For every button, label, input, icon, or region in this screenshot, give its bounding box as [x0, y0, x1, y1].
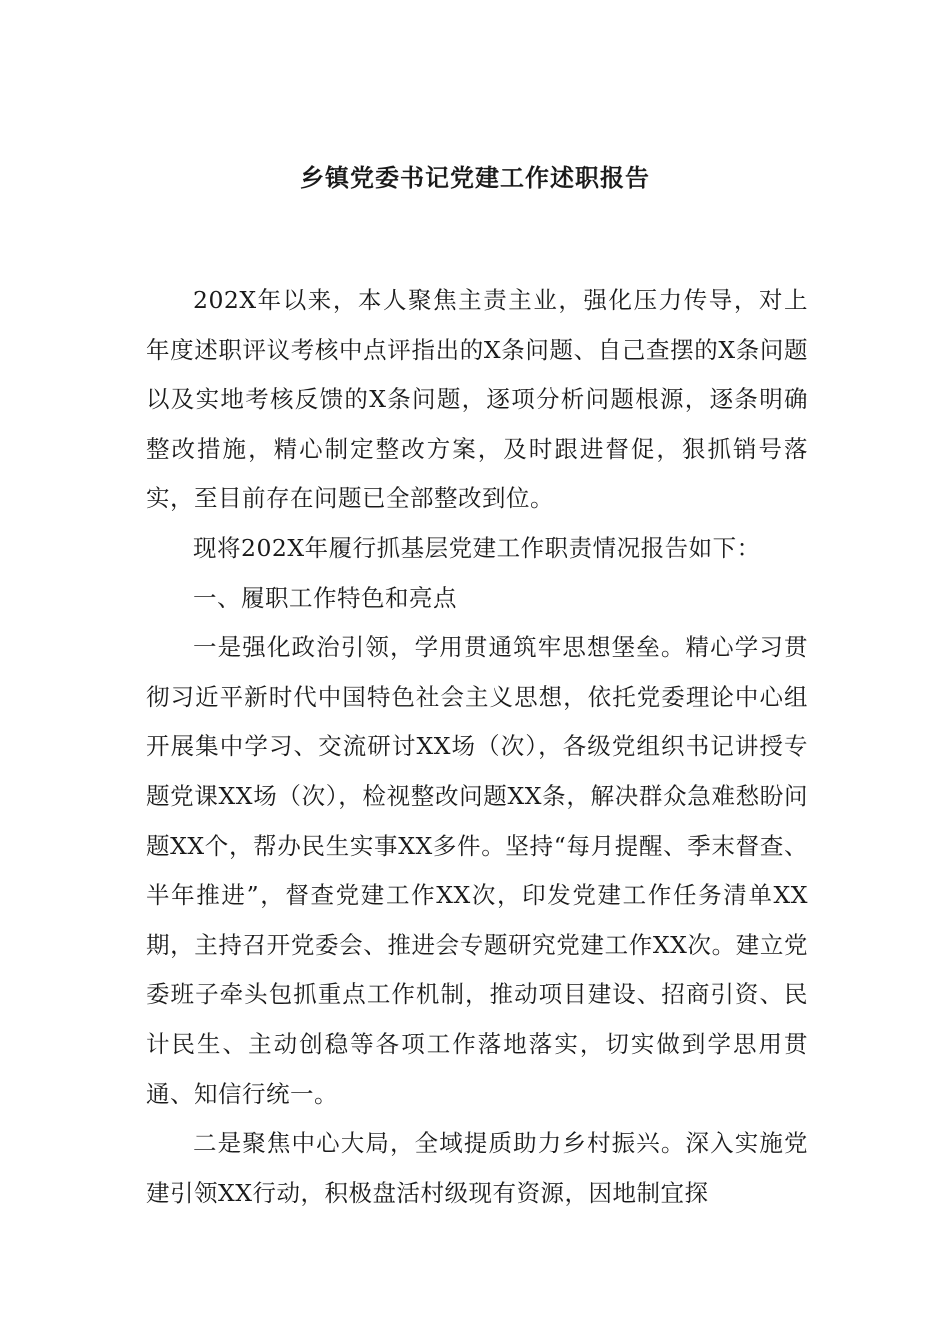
section-heading-1: 一、履职工作特色和亮点: [193, 583, 457, 612]
paragraph-point-2: 二是聚焦中心大局，全域提质助力乡村振兴。深入实施党建引领XX行动，积极盘活村级现有资源，因地制宜探: [146, 1129, 808, 1207]
document-body: [146, 276, 808, 1218]
paragraph-report-lead: 现将202X年履行抓基层党建工作职责情况报告如下：: [193, 533, 761, 562]
paragraph-intro: 202X年以来，本人聚焦主责主业，强化压力传导，对上年度述职评议考核中点评指出的X条问题、自己查摆的X条问题以及实地考核反馈的X条问题，逐项分析问题根源，逐条明确整改措施，精心制定整改方案，及时跟进督促，狠抓销号落实，至目前存在问题已全部整改到位。: [146, 286, 808, 513]
paragraph-point-1: 一是强化政治引领，学用贯通筑牢思想堡垒。精心学习贯彻习近平新时代中国特色社会主义思想，依托党委理论中心组开展集中学习、交流研讨XX场（次），各级党组织书记讲授专题党课XX场（次），检视整改问题XX条，解决群众急难愁盼问题XX个，帮办民生实事XX多件。坚持“每月提醒、季末督查、半年推进”，督查党建工作XX次，印发党建工作任务清单XX期，主持召开党委会、推进会专题研究党建工作XX次。建立党委班子牵头包抓重点工作机制，推动项目建设、招商引资、民计民生、主动创稳等各项工作落地落实，切实做到学思用贯通、知信行统一。: [146, 633, 808, 1108]
document-title: 乡镇党委书记党建工作述职报告: [300, 163, 650, 192]
